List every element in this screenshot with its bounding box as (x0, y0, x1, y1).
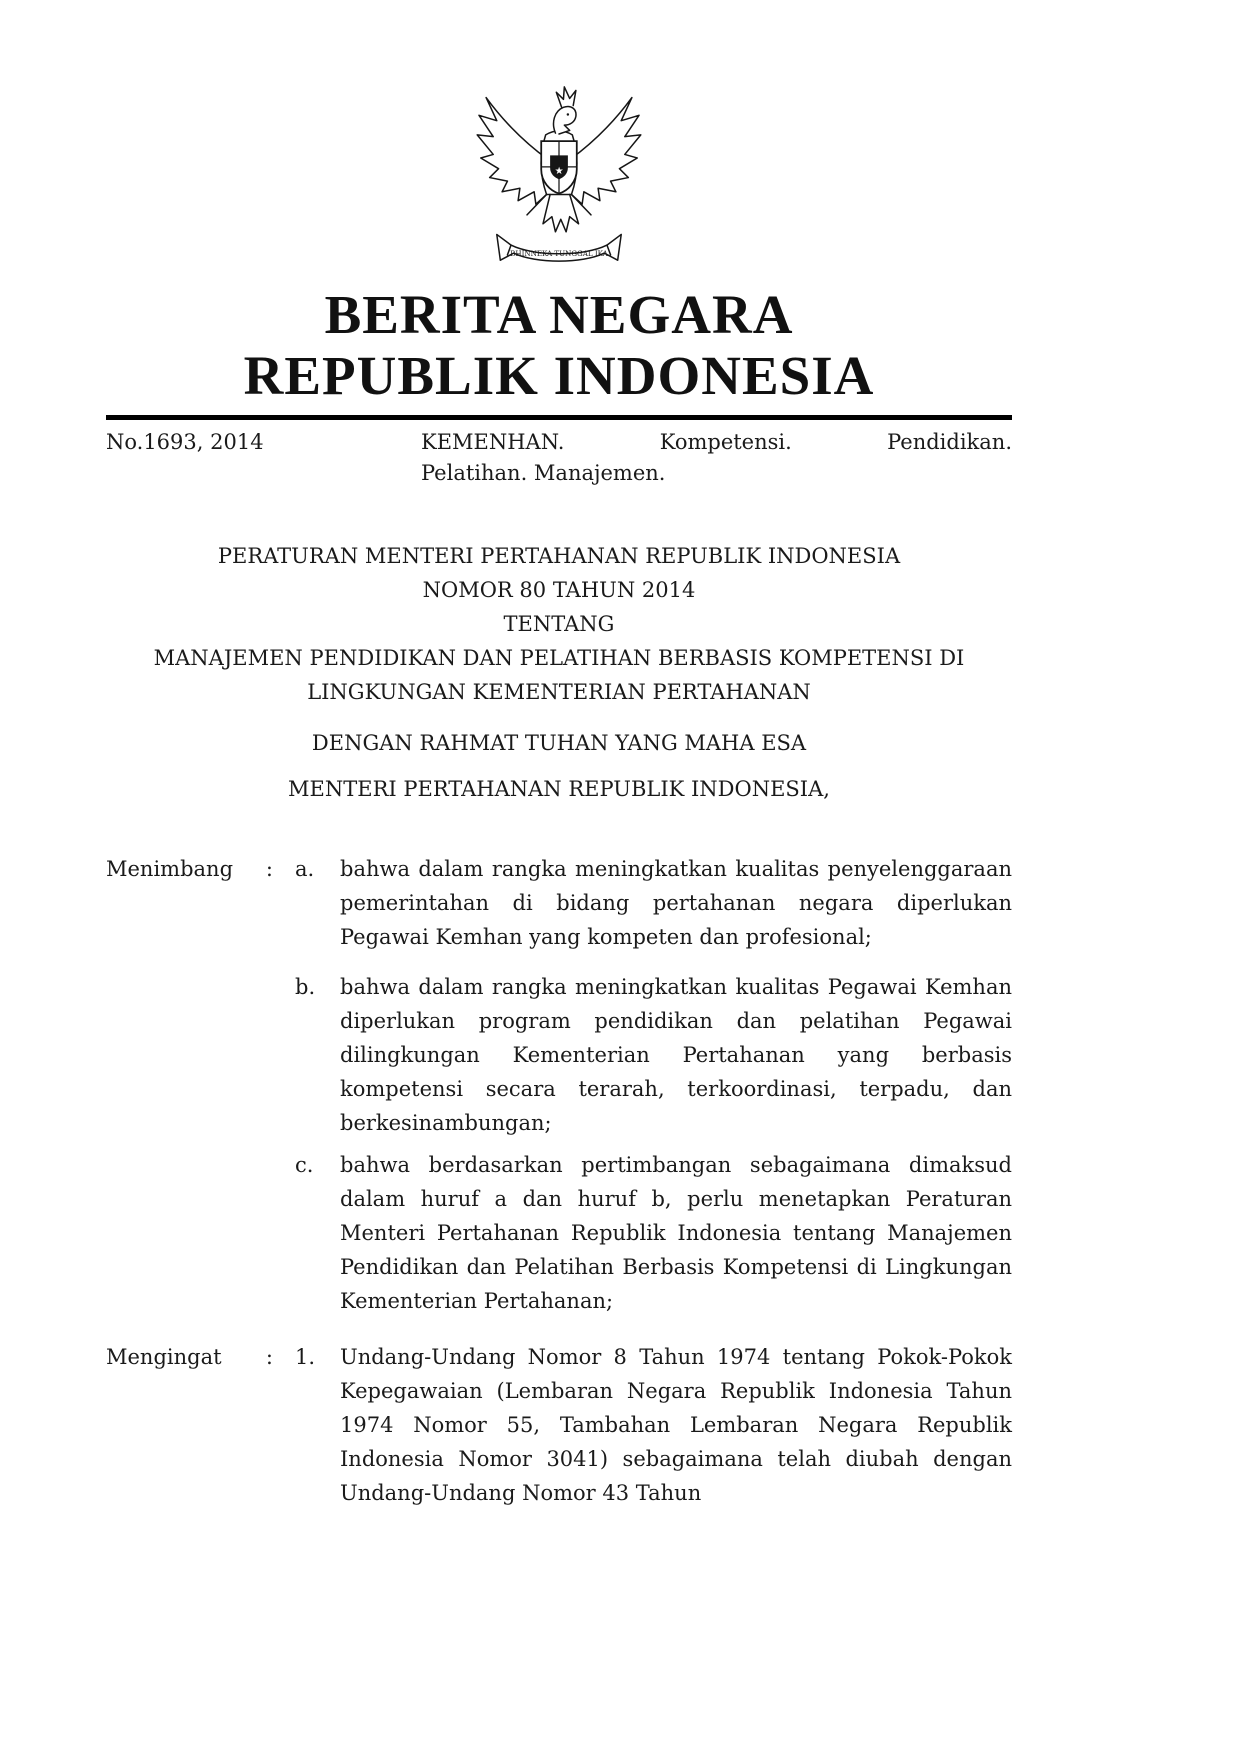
menimbang-colon: : (265, 857, 273, 881)
eye (567, 113, 569, 115)
tail-feathers (543, 194, 579, 231)
mengingat-label-text: Mengingat (106, 1345, 222, 1369)
decree-subject: MANAJEMEN PENDIDIKAN DAN PELATIHAN BERBASIS KOMPETENSI DI LINGKUNGAN KEMENTERIAN PERTAHANAN (153, 646, 965, 704)
mengingat-label (106, 1340, 295, 1510)
menimbang-item-b (295, 970, 1012, 1140)
head (554, 107, 576, 134)
item-marker: b. (295, 975, 316, 999)
mengingat-section (106, 1340, 1012, 1510)
mengingat-colon: : (265, 1345, 273, 1369)
item-marker: c. (295, 1153, 314, 1177)
decree-authority: MENTERI PERTAHANAN REPUBLIK INDONESIA, (288, 777, 830, 801)
subject-line2: Pelatihan. Manajemen. (421, 461, 666, 485)
garuda-pancasila-emblem (470, 78, 648, 270)
subject-keywords (421, 427, 1012, 489)
item-marker: a. (295, 857, 315, 881)
masthead-rule (106, 415, 1012, 420)
shield-star-icon: ★ (554, 166, 564, 177)
decree-title-block (106, 539, 1012, 806)
item-text: bahwa berdasarkan pertimbangan sebagaimana dimaksud dalam huruf a dan huruf b, perlu menetapkan Peraturan Menteri Pertahanan Republik Indonesia tentang Manajemen Pendidikan dan Pelatihan Berbasis Kompetensi di Lingkungan Kementerian Pertahanan; (340, 1153, 1012, 1313)
item-text: bahwa dalam rangka meningkatkan kualitas Pegawai Kemhan diperlukan program pendidikan dan pelatihan Pegawai dilingkungan Kementerian Pertahanan yang berbasis kompetensi secara terarah, terkoordinasi, terpadu, dan berkesinambungan; (340, 975, 1012, 1135)
decree-tentang-label: TENTANG (503, 612, 615, 636)
garuda-emblem-svg (470, 78, 648, 270)
menimbang-section (106, 852, 1012, 1318)
crest (556, 87, 576, 107)
legs (527, 194, 591, 214)
menimbang-label-text: Menimbang (106, 857, 234, 881)
subject-line1: KEMENHAN. Kompetensi. Pendidikan. (421, 430, 1012, 454)
decree-invocation: DENGAN RAHMAT TUHAN YANG MAHA ESA (311, 731, 807, 755)
mengingat-items (295, 1340, 1012, 1510)
item-text: bahwa dalam rangka meningkatkan kualitas penyelenggaraan pemerintahan di bidang pertahanan negara diperlukan Pegawai Kemhan yang kompeten dan profesional; (340, 857, 1012, 949)
emblem-motto: BHINNEKA TUNGGAL IKA (510, 248, 608, 258)
menimbang-label (106, 852, 295, 1318)
issue-row (106, 427, 1012, 489)
menimbang-item-c (295, 1148, 1012, 1318)
menimbang-item-a (295, 852, 1012, 954)
gazette-title (106, 284, 1012, 406)
issue-number: No.1693, 2014 (106, 430, 264, 454)
gazette-title-line1: BERITA NEGARA (324, 284, 794, 345)
mengingat-item-1 (295, 1340, 1012, 1510)
item-marker: 1. (295, 1345, 316, 1369)
right-wing (570, 98, 641, 205)
decree-number: NOMOR 80 TAHUN 2014 (422, 578, 696, 602)
decree-title-line: PERATURAN MENTERI PERTAHANAN REPUBLIK INDONESIA (217, 544, 901, 568)
masthead (106, 78, 1012, 489)
pancasila-shield (541, 141, 577, 193)
left-wing (477, 98, 548, 205)
gazette-title-line2: REPUBLIK INDONESIA (243, 345, 875, 406)
menimbang-items (295, 852, 1012, 1318)
item-text: Undang-Undang Nomor 8 Tahun 1974 tentang Pokok-Pokok Kepegawaian (Lembaran Negara Republik Indonesia Tahun 1974 Nomor 55, Tambahan Lembaran Negara Republik Indonesia Nomor 3041) sebagaimana telah diubah dengan Undang-Undang Nomor 43 Tahun (340, 1345, 1012, 1505)
